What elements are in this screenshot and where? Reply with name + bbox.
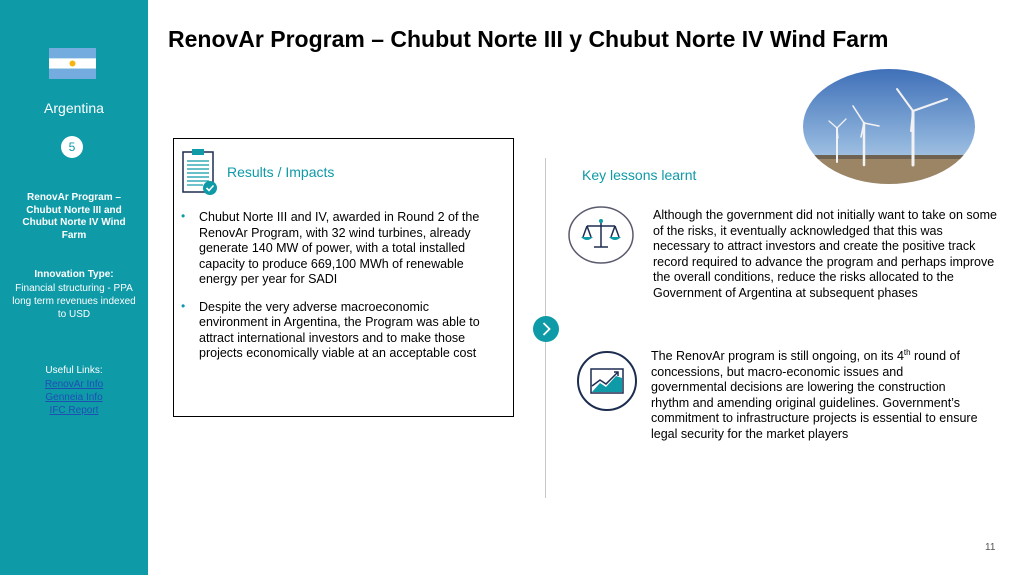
bullet-icon: • xyxy=(181,298,186,313)
page-title: RenovAr Program – Chubut Norte III y Chubut Norte IV Wind Farm xyxy=(168,26,889,52)
result-bullet-2: Despite the very adverse macroeconomic environment in Argentina, the Program was able to attract international investors and to make those projects economically viable at an acceptable cost xyxy=(199,299,480,360)
country-label: Argentina xyxy=(44,100,104,116)
innovation-type-title: Innovation Type: xyxy=(34,269,114,280)
list-item xyxy=(181,300,499,362)
lesson-text-2-start: The RenovAr program is still ongoing, on its 4 xyxy=(651,349,904,363)
growth-chart-icon xyxy=(576,350,638,412)
program-name: RenovAr Program – Chubut Norte III and Chubut Norte IV Wind Farm xyxy=(22,192,126,241)
ordinal-suffix: th xyxy=(903,347,911,357)
results-list xyxy=(181,210,499,374)
lesson-text-2-rest: round of concessions, but macro-economic issues and governmental decisions are lowering the construction rhythm and amending original guidelines. Government’s commitment to infrastructure projects is essential to ensure legal security for the market players xyxy=(651,349,978,441)
link-renovar-info[interactable]: RenovAr Info xyxy=(44,379,104,390)
result-bullet-1: Chubut Norte III and IV, awarded in Round 2 of the RenovAr Program, with 32 wind turbines, already generate 140 MW of power, with a total installed capacity to produce 669,100 MWh of renewable energy per year for SADI xyxy=(199,210,480,286)
balance-scale-icon xyxy=(567,205,637,267)
lesson-text-1: Although the government did not initially want to take on some of the risks, it eventually acknowledged that this was necessary to attract investors and create the positive track record required to advance the program and perhaps improve the overall conditions, reduce the risks allocated to the Government of Argentina at subsequent phases xyxy=(653,208,997,300)
bullet-icon: • xyxy=(181,209,186,223)
list-item xyxy=(181,210,499,288)
useful-links-title: Useful Links: xyxy=(45,365,103,376)
link-ifc-report[interactable]: IFC Report xyxy=(49,405,99,416)
useful-links xyxy=(0,378,148,417)
chevron-right-icon xyxy=(533,316,559,342)
innovation-type-text: Financial structuring - PPA long term revenues indexed to USD xyxy=(12,283,136,320)
sidebar xyxy=(0,0,148,575)
results-title: Results / Impacts xyxy=(227,164,335,180)
case-number-badge: 5 xyxy=(61,136,83,158)
clipboard-check-icon xyxy=(181,148,219,196)
argentina-flag-icon xyxy=(49,48,96,79)
lessons-title: Key lessons learnt xyxy=(582,167,697,183)
page-number: 11 xyxy=(985,542,996,553)
wind-farm-photo xyxy=(803,69,975,184)
link-genneia-info[interactable]: Genneia Info xyxy=(45,392,103,403)
lesson-text-2 xyxy=(651,349,981,442)
